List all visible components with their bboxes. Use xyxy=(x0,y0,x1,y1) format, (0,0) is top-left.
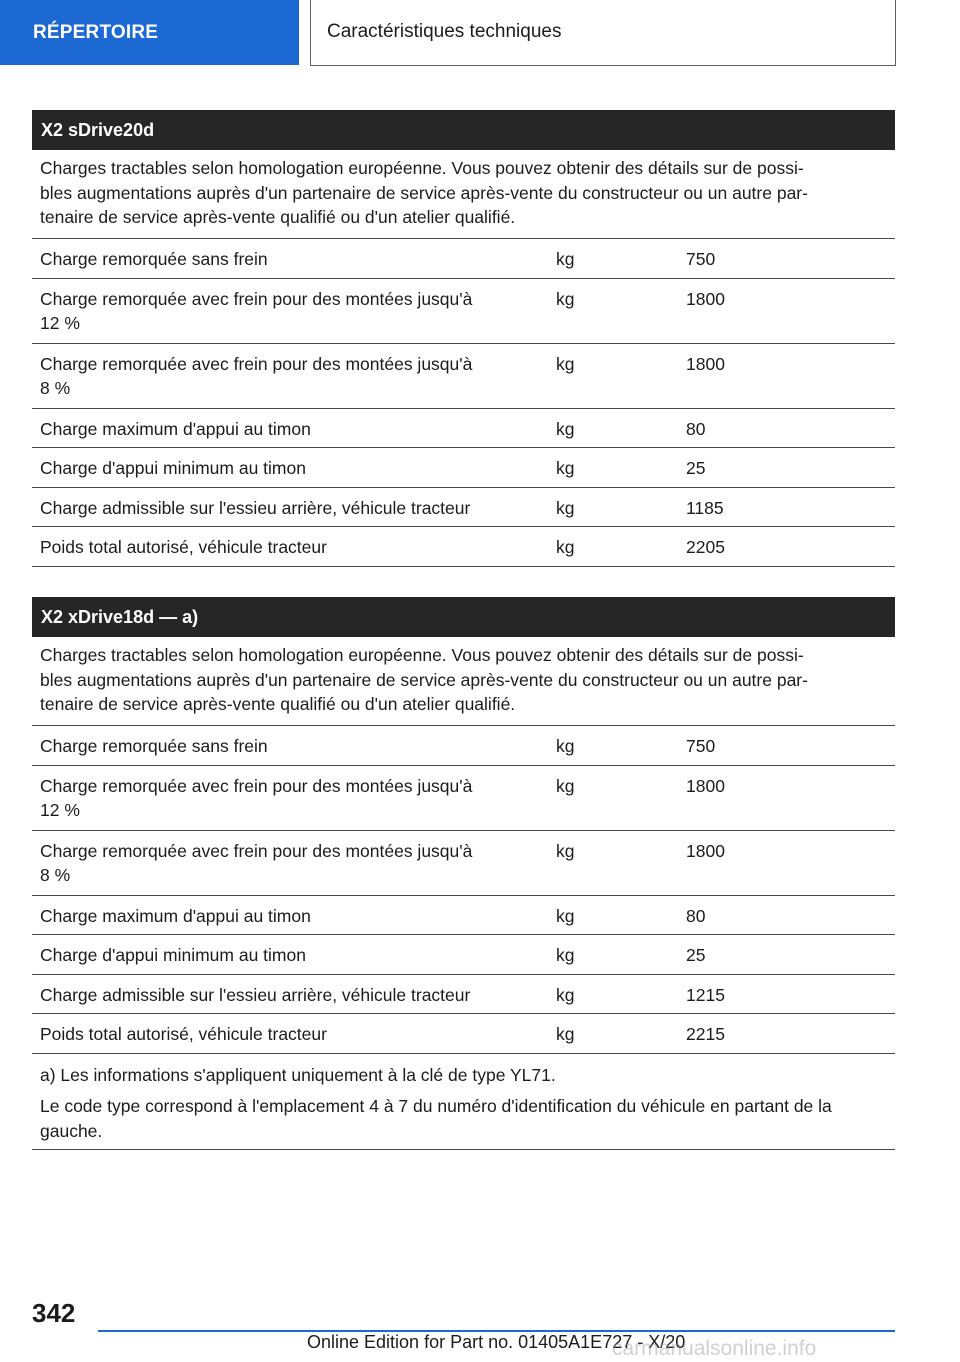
row-value: 2205 xyxy=(686,537,725,557)
table-row xyxy=(32,527,895,567)
footnotes xyxy=(32,1053,895,1150)
footnote-type-code: Le code type correspond à l'emplacement 4 à 7 du numéro d'identification du véhicule en partant de la gauche. xyxy=(40,1096,832,1141)
row-value: 80 xyxy=(686,905,706,926)
section-title: X2 sDrive20d xyxy=(32,110,895,150)
row-value: 1800 xyxy=(686,353,725,374)
row-unit: kg xyxy=(556,288,575,309)
table-row xyxy=(32,896,895,936)
row-label: Charge maximum d'appui au timon xyxy=(40,418,311,439)
page-number: 342 xyxy=(32,1298,76,1328)
table-row xyxy=(32,409,895,449)
row-unit: kg xyxy=(556,945,575,965)
row-value: 1185 xyxy=(686,497,724,518)
table-row xyxy=(32,239,895,279)
row-value: 1215 xyxy=(686,984,725,1005)
row-label: Poids total autorisé, véhicule tracteur xyxy=(40,537,327,557)
section-intro: Charges tractables selon homologation européenne. Vous pouvez obtenir des détails sur de possi- bles augmentations auprès d'un partenaire de service après-vente du constructeur ou un autre par- tenaire de service après-vente qualifié ou d'un atelier qualifié. xyxy=(32,637,895,726)
row-unit: kg xyxy=(556,1024,575,1044)
spec-section-sdrive20d xyxy=(32,110,895,567)
row-label: Charge remorquée avec frein pour des montées jusqu'à 12 % xyxy=(40,288,473,333)
table-row xyxy=(32,831,895,896)
table-row xyxy=(32,488,895,528)
row-unit: kg xyxy=(556,984,575,1005)
row-label: Charge remorquée sans frein xyxy=(40,736,268,756)
row-label: Charge maximum d'appui au timon xyxy=(40,905,311,926)
table-row xyxy=(32,344,895,409)
table-row xyxy=(32,1014,895,1054)
index-tab[interactable]: RÉPERTOIRE xyxy=(0,0,299,65)
row-label: Charge remorquée avec frein pour des montées jusqu'à 8 % xyxy=(40,353,473,398)
row-label: Charge remorquée avec frein pour des montées jusqu'à 8 % xyxy=(40,840,473,885)
row-unit: kg xyxy=(556,736,575,756)
row-unit: kg xyxy=(556,353,575,374)
watermark: carmanualsonline.info xyxy=(612,1337,817,1360)
row-unit: kg xyxy=(556,458,575,478)
row-value: 750 xyxy=(686,249,716,269)
row-unit: kg xyxy=(556,537,575,557)
table-row xyxy=(32,766,895,831)
row-label: Poids total autorisé, véhicule tracteur xyxy=(40,1024,327,1044)
row-unit: kg xyxy=(556,905,575,926)
row-value: 2215 xyxy=(686,1024,725,1044)
row-label: Charge admissible sur l'essieu arrière, véhicule tracteur xyxy=(40,497,471,518)
row-value: 1800 xyxy=(686,775,725,796)
section-intro: Charges tractables selon homologation européenne. Vous pouvez obtenir des détails sur de possi- bles augmentations auprès d'un partenaire de service après-vente du constructeur ou un autre par- tenaire de service après-vente qualifié ou d'un atelier qualifié. xyxy=(32,150,895,239)
row-label: Charge d'appui minimum au timon xyxy=(40,458,306,478)
row-value: 25 xyxy=(686,458,706,478)
top-navigation xyxy=(0,0,960,66)
row-value: 1800 xyxy=(686,840,725,861)
section-title: X2 xDrive18d — a) xyxy=(32,597,895,637)
row-unit: kg xyxy=(556,840,575,861)
row-label: Charge d'appui minimum au timon xyxy=(40,945,306,965)
row-label: Charge admissible sur l'essieu arrière, véhicule tracteur xyxy=(40,984,471,1005)
table-row xyxy=(32,448,895,488)
row-label: Charge remorquée sans frein xyxy=(40,249,268,269)
row-value: 25 xyxy=(686,945,706,965)
table-row xyxy=(32,975,895,1015)
table-row xyxy=(32,726,895,766)
row-unit: kg xyxy=(556,775,575,796)
row-unit: kg xyxy=(556,497,575,518)
row-unit: kg xyxy=(556,418,575,439)
row-value: 750 xyxy=(686,736,716,756)
footnote-a: a) Les informations s'appliquent uniquement à la clé de type YL71. xyxy=(40,1065,556,1085)
spec-section-xdrive18d xyxy=(32,597,895,1054)
table-row xyxy=(32,279,895,344)
row-value: 80 xyxy=(686,418,706,439)
table-row xyxy=(32,935,895,975)
section-tab[interactable]: Caractéristiques techniques xyxy=(310,0,896,66)
row-value: 1800 xyxy=(686,288,725,309)
footer-edition-text: Online Edition for Part no. 01405A1E727 - X/20 xyxy=(307,1332,686,1352)
row-label: Charge remorquée avec frein pour des montées jusqu'à 12 % xyxy=(40,775,473,820)
row-unit: kg xyxy=(556,249,575,269)
